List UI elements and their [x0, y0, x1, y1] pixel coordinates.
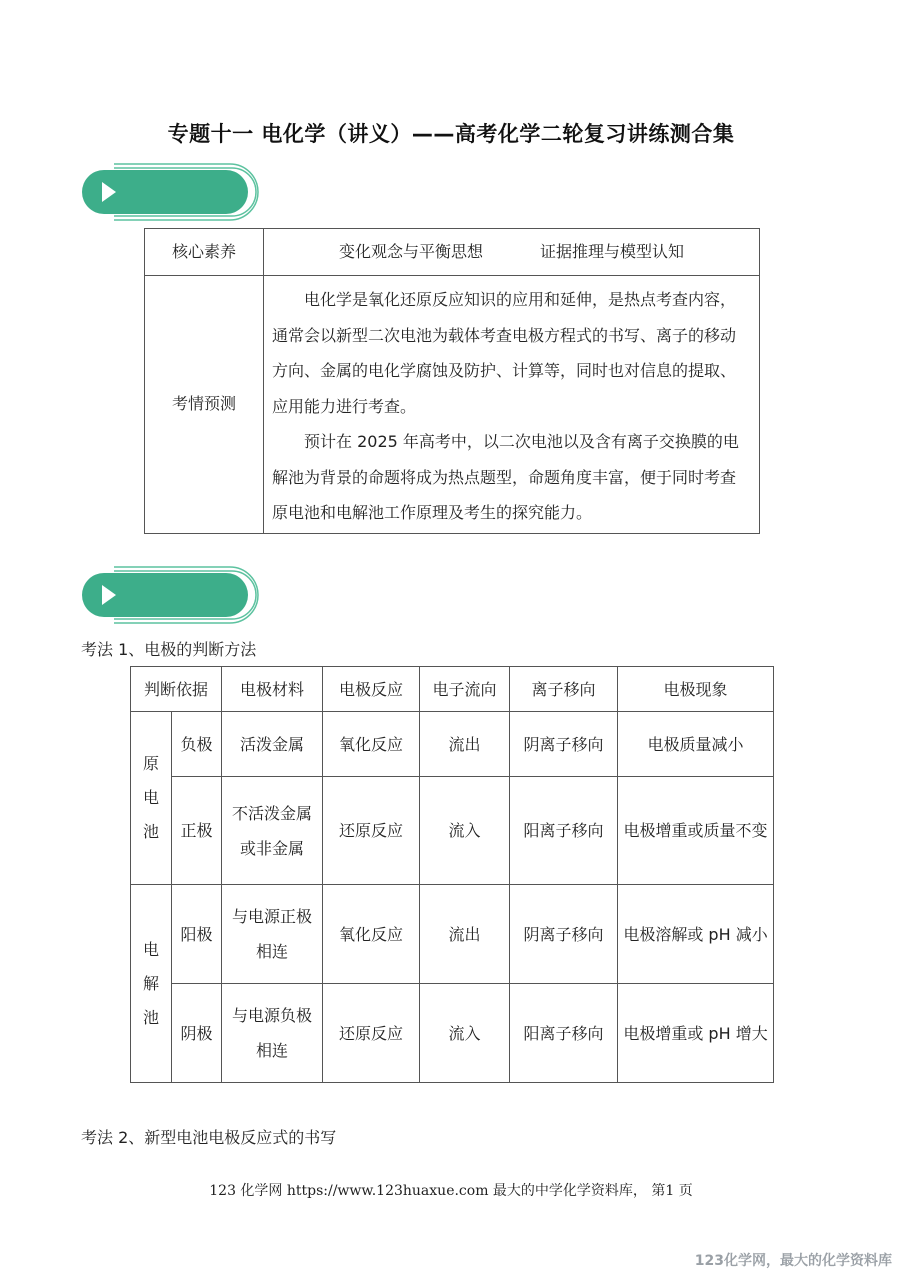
group-galvanic-cell: 原 电 池 — [131, 712, 172, 885]
electrode-reaction: 氧化反应 — [323, 712, 420, 777]
page-title: 专题十一 电化学（讲义）——高考化学二轮复习讲练测合集 — [167, 122, 735, 146]
electrode-reaction: 还原反应 — [323, 777, 420, 885]
electron-flow: 流出 — [420, 712, 510, 777]
section-heading-2: 考法 2、新型电池电极反应式的书写 — [81, 1128, 337, 1147]
electrode-reaction: 氧化反应 — [323, 885, 420, 984]
electrode-name: 正极 — [172, 777, 222, 885]
electrode-name: 阴极 — [172, 984, 222, 1083]
core-literacy-value: 证据推理与模型认知 — [540, 242, 685, 261]
exam-forecast-label: 考情预测 — [145, 276, 264, 534]
section-heading-1: 考法 1、电极的判断方法 — [81, 640, 257, 659]
exam-forecast-paragraph: 预计在 2025 年高考中，以二次电池以及含有离子交换膜的电解池为背景的命题将成为热点题型，命题角度丰富，便于同时考查原电池和电解池工作原理及考生的探究能力。 — [272, 432, 739, 522]
electron-flow: 流入 — [420, 984, 510, 1083]
electrode-phenomenon: 电极溶解或 pH 减小 — [618, 885, 774, 984]
electrode-material: 与电源正极相连 — [222, 885, 323, 984]
electrode-phenomenon: 电极质量减小 — [618, 712, 774, 777]
electrode-phenomenon: 电极增重或质量不变 — [618, 777, 774, 885]
header-phenomenon: 电极现象 — [618, 667, 774, 712]
header-basis: 判断依据 — [131, 667, 222, 712]
electrode-reaction: 还原反应 — [323, 984, 420, 1083]
electrode-judgment-table — [130, 666, 774, 1083]
electrode-name: 负极 — [172, 712, 222, 777]
electrode-material: 活泼金属 — [222, 712, 323, 777]
ion-migration: 阳离子移向 — [510, 777, 618, 885]
electrode-name: 阳极 — [172, 885, 222, 984]
electrode-phenomenon: 电极增重或 pH 增大 — [618, 984, 774, 1083]
electrode-material: 不活泼金属或非金属 — [222, 777, 323, 885]
section-banner-2 — [80, 563, 262, 627]
electron-flow: 流入 — [420, 777, 510, 885]
group-electrolytic-cell: 电 解 池 — [131, 885, 172, 1083]
header-electron-flow: 电子流向 — [420, 667, 510, 712]
core-literacy-values — [264, 229, 760, 276]
section-banner-1 — [80, 160, 262, 224]
ion-migration: 阳离子移向 — [510, 984, 618, 1083]
ion-migration: 阴离子移向 — [510, 712, 618, 777]
electrode-material: 与电源负极相连 — [222, 984, 323, 1083]
page-footer: 123 化学网 https://www.123huaxue.com 最大的中学化学资料库， 第1 页 — [209, 1183, 693, 1199]
exam-forecast-text — [264, 276, 760, 534]
ion-migration: 阴离子移向 — [510, 885, 618, 984]
electron-flow: 流出 — [420, 885, 510, 984]
exam-forecast-paragraph: 电化学是氧化还原反应知识的应用和延伸，是热点考查内容，通常会以新型二次电池为载体考查电极方程式的书写、离子的移动方向、金属的电化学腐蚀及防护、计算等，同时也对信息的提取、应用能力进行考查。 — [272, 290, 737, 416]
watermark-text: 123化学网，最大的化学资料库 — [694, 1253, 892, 1269]
header-reaction: 电极反应 — [323, 667, 420, 712]
header-ion-migration: 离子移向 — [510, 667, 618, 712]
header-material: 电极材料 — [222, 667, 323, 712]
core-literacy-table — [144, 228, 760, 534]
core-literacy-value: 变化观念与平衡思想 — [338, 242, 483, 261]
core-literacy-label: 核心素养 — [145, 229, 264, 276]
